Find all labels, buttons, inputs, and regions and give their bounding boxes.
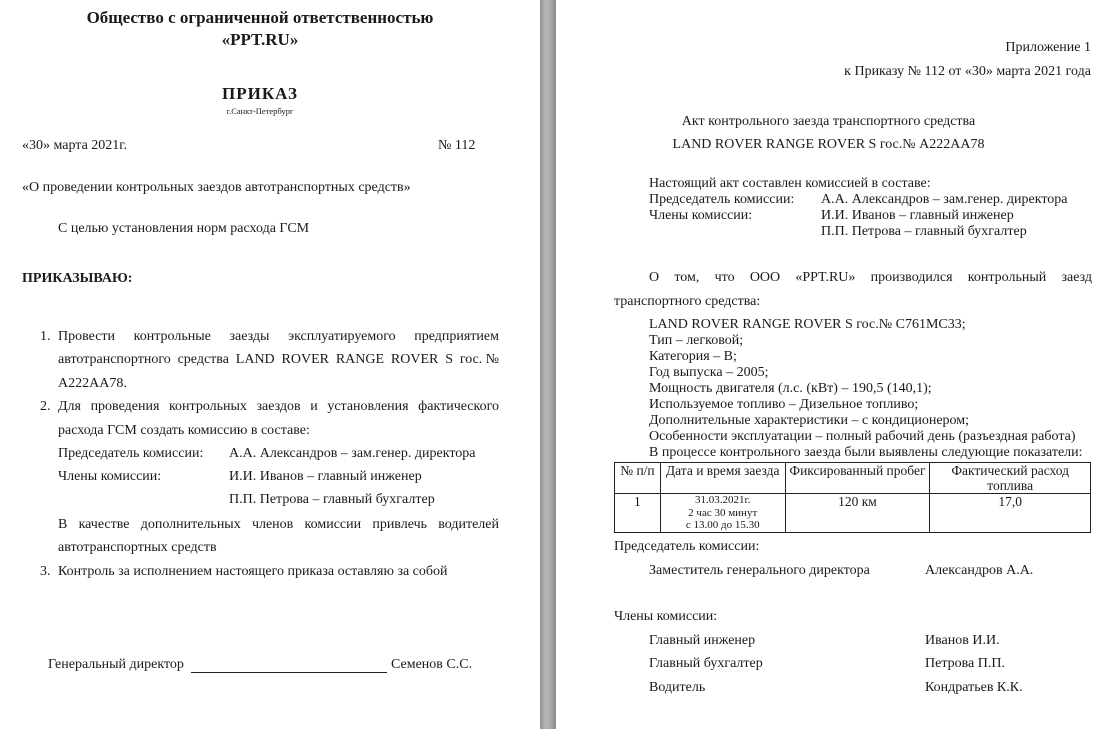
chair-value: А.А. Александров – зам.генер. директора xyxy=(229,446,476,461)
signature-engineer-name: Иванов И.И. xyxy=(925,633,1000,648)
member-2: П.П. Петрова – главный бухгалтер xyxy=(821,224,1027,239)
item3-number: 3. xyxy=(40,564,51,579)
order-subject: «О проведении контрольных заездов автотранспортных средств» xyxy=(22,180,411,195)
item2-line2: расхода ГСМ создать комиссию в составе: xyxy=(58,423,310,438)
extra-members-line1: В качестве дополнительных членов комиссии привлечь водителей xyxy=(58,517,499,532)
org-name-line1: Общество с ограниченной ответственностью xyxy=(86,8,434,27)
order-directive: ПРИКАЗЫВАЮ: xyxy=(22,271,133,286)
spec-extra: Дополнительные характеристики – с кондиционером; xyxy=(649,413,970,428)
table-header-row xyxy=(615,463,1091,494)
appendix-reference: к Приказу № 112 от «30» марта 2021 года xyxy=(844,64,1091,79)
city: г.Санкт-Петербург xyxy=(226,106,294,116)
member-1: И.И. Иванов – главный инженер xyxy=(821,208,1014,223)
signatures-chair-heading: Председатель комиссии: xyxy=(614,539,760,554)
chair-label: Председатель комиссии: xyxy=(58,446,204,461)
cell-number: 1 xyxy=(615,494,661,533)
director-signature-line xyxy=(191,672,387,673)
org-name-line2: «PPT.RU» xyxy=(221,30,299,49)
chair-value: А.А. Александров – зам.генер. директора xyxy=(821,192,1068,207)
members-label: Члены комиссии: xyxy=(58,469,162,484)
item3-text: Контроль за исполнением настоящего приказа оставляю за собой xyxy=(58,564,448,579)
cell-datetime xyxy=(660,494,785,533)
item1-number: 1. xyxy=(40,329,51,344)
spec-results: В процессе контрольного заезда были выявлены следующие показатели: xyxy=(649,445,1083,460)
page-gutter xyxy=(540,0,556,729)
cell-mileage: 120 км xyxy=(785,494,930,533)
cell-date: 31.03.2021г. xyxy=(694,494,751,506)
order-date: «30» марта 2021г. xyxy=(22,138,127,153)
cell-fuel: 17,0 xyxy=(930,494,1091,533)
results-table xyxy=(614,462,1091,533)
member-2: П.П. Петрова – главный бухгалтер xyxy=(229,492,435,507)
signature-driver-name: Кондратьев К.К. xyxy=(925,680,1023,695)
director-name: Семенов С.С. xyxy=(391,657,473,672)
spec-fuel: Используемое топливо – Дизельное топливо; xyxy=(649,397,919,412)
th-number: № п/п xyxy=(615,463,661,494)
th-datetime: Дата и время заезда xyxy=(660,463,785,494)
cell-interval: с 13.00 до 15.30 xyxy=(685,519,760,531)
act-page xyxy=(556,0,1115,729)
spec-type: Тип – легковой; xyxy=(649,333,744,348)
act-paragraph-line1: О том, что ООО «PPT.RU» производился контрольный заезд xyxy=(649,270,1092,285)
act-title: Акт контрольного заезда транспортного средства xyxy=(681,114,976,129)
spec-usage: Особенности эксплуатации – полный рабочий день (разъездная работа) xyxy=(649,429,1076,444)
members-label: Члены комиссии: xyxy=(649,208,753,223)
cell-duration: 2 час 30 минут xyxy=(688,506,758,519)
appendix-label: Приложение 1 xyxy=(1005,40,1091,55)
chair-label: Председатель комиссии: xyxy=(649,192,795,207)
spec-power: Мощность двигателя (л.с. (кВт) – 190,5 (140,1); xyxy=(649,381,932,396)
signature-deputy-role: Заместитель генерального директора xyxy=(649,563,870,578)
signature-deputy-name: Александров А.А. xyxy=(925,563,1034,578)
signature-driver-role: Водитель xyxy=(649,680,706,695)
document-title: ПРИКАЗ xyxy=(222,84,298,103)
act-paragraph-line2: транспортного средства: xyxy=(614,294,761,309)
signature-accountant-name: Петрова П.П. xyxy=(925,656,1005,671)
item1-line1: Провести контрольные заезды эксплуатируемого предприятием xyxy=(58,329,499,344)
item2-line1: Для проведения контрольных заездов и установления фактического xyxy=(58,399,499,414)
signature-accountant-role: Главный бухгалтер xyxy=(649,656,763,671)
order-number: № 112 xyxy=(438,138,476,153)
th-fuel: Фактический расход топлива xyxy=(930,463,1091,494)
signature-engineer-role: Главный инженер xyxy=(649,633,756,648)
member-1: И.И. Иванов – главный инженер xyxy=(229,469,422,484)
director-label: Генеральный директор xyxy=(48,657,184,672)
signatures-members-heading: Члены комиссии: xyxy=(614,609,718,624)
item2-number: 2. xyxy=(40,399,51,414)
act-vehicle: LAND ROVER RANGE ROVER S гос.№ А222АА78 xyxy=(672,137,985,152)
item1-line2: автотранспортного средства LAND ROVER RANGE ROVER S гос.№ xyxy=(58,352,499,367)
extra-members-line2: автотранспортных средств xyxy=(58,540,217,555)
spec-vehicle: LAND ROVER RANGE ROVER S гос.№ С761МС33; xyxy=(649,317,966,332)
order-page xyxy=(0,0,540,729)
spec-category: Категория – В; xyxy=(649,349,737,364)
table-row xyxy=(615,494,1091,533)
order-purpose: С целью установления норм расхода ГСМ xyxy=(58,221,310,236)
commission-intro: Настоящий акт составлен комиссией в составе: xyxy=(649,176,931,191)
th-mileage: Фиксированный пробег xyxy=(785,463,930,494)
item1-line3: А222АА78. xyxy=(58,376,127,391)
spec-year: Год выпуска – 2005; xyxy=(649,365,769,380)
